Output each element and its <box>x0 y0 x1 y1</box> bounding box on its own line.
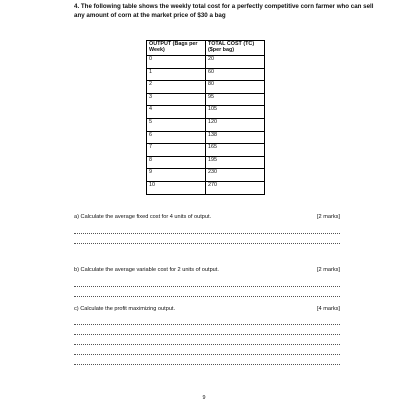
output-cell: 6 <box>147 131 206 144</box>
table-row <box>147 56 265 69</box>
output-cell: 2 <box>147 81 206 94</box>
table-row <box>147 118 265 131</box>
total-cost-table <box>146 40 265 195</box>
total-cost-cell: 105 <box>206 106 265 119</box>
output-cell: 3 <box>147 93 206 106</box>
total-cost-cell: 138 <box>206 131 265 144</box>
question-part-a <box>74 214 340 221</box>
marks-label: [4 marks] <box>316 306 340 312</box>
output-cell: 0 <box>147 56 206 69</box>
question-part-text: c) Calculate the profit maximizing output. <box>74 306 176 312</box>
output-cell: 10 <box>147 181 206 194</box>
total-cost-cell: 165 <box>206 144 265 157</box>
total-cost-cell: 80 <box>206 81 265 94</box>
answer-line <box>74 286 340 287</box>
output-cell: 5 <box>147 118 206 131</box>
answer-line <box>74 354 340 355</box>
question-part-b <box>74 267 340 274</box>
total-cost-cell: 95 <box>206 93 265 106</box>
table-row <box>147 144 265 157</box>
page-number: 9 <box>202 395 206 401</box>
answer-line <box>74 233 340 234</box>
total-cost-cell: 60 <box>206 68 265 81</box>
table-row <box>147 156 265 169</box>
question-title: 4. The following table shows the weekly total cost for a perfectly competitive corn farmer who can sell any amount of corn at the market price of $30 a bag <box>74 3 374 19</box>
table-row <box>147 106 265 119</box>
total-cost-cell: 270 <box>206 181 265 194</box>
table-row <box>147 93 265 106</box>
answer-line <box>74 324 340 325</box>
table-row <box>147 68 265 81</box>
total-cost-cell: 120 <box>206 118 265 131</box>
output-column-header: OUTPUT (Bags per Week) <box>147 41 206 56</box>
answer-line <box>74 364 340 365</box>
output-cell: 4 <box>147 106 206 119</box>
total-cost-column-header: TOTAL COST (TC) ($per bag) <box>206 41 265 56</box>
table-header-row <box>147 41 265 56</box>
table-row <box>147 181 265 194</box>
total-cost-cell: 230 <box>206 169 265 182</box>
marks-label: [2 marks] <box>316 267 340 273</box>
table-row <box>147 81 265 94</box>
output-cell: 7 <box>147 144 206 157</box>
table-row <box>147 131 265 144</box>
output-cell: 9 <box>147 169 206 182</box>
question-part-text: a) Calculate the average fixed cost for 4 units of output. <box>74 214 212 220</box>
output-cell: 8 <box>147 156 206 169</box>
marks-label: [2 marks] <box>316 214 340 220</box>
output-cell: 1 <box>147 68 206 81</box>
table-row <box>147 169 265 182</box>
question-part-c <box>74 306 340 313</box>
answer-line <box>74 296 340 297</box>
answer-line <box>74 344 340 345</box>
total-cost-cell: 195 <box>206 156 265 169</box>
answer-line <box>74 243 340 244</box>
total-cost-cell: 20 <box>206 56 265 69</box>
answer-line <box>74 334 340 335</box>
question-part-text: b) Calculate the average variable cost for 2 units of output. <box>74 267 219 273</box>
